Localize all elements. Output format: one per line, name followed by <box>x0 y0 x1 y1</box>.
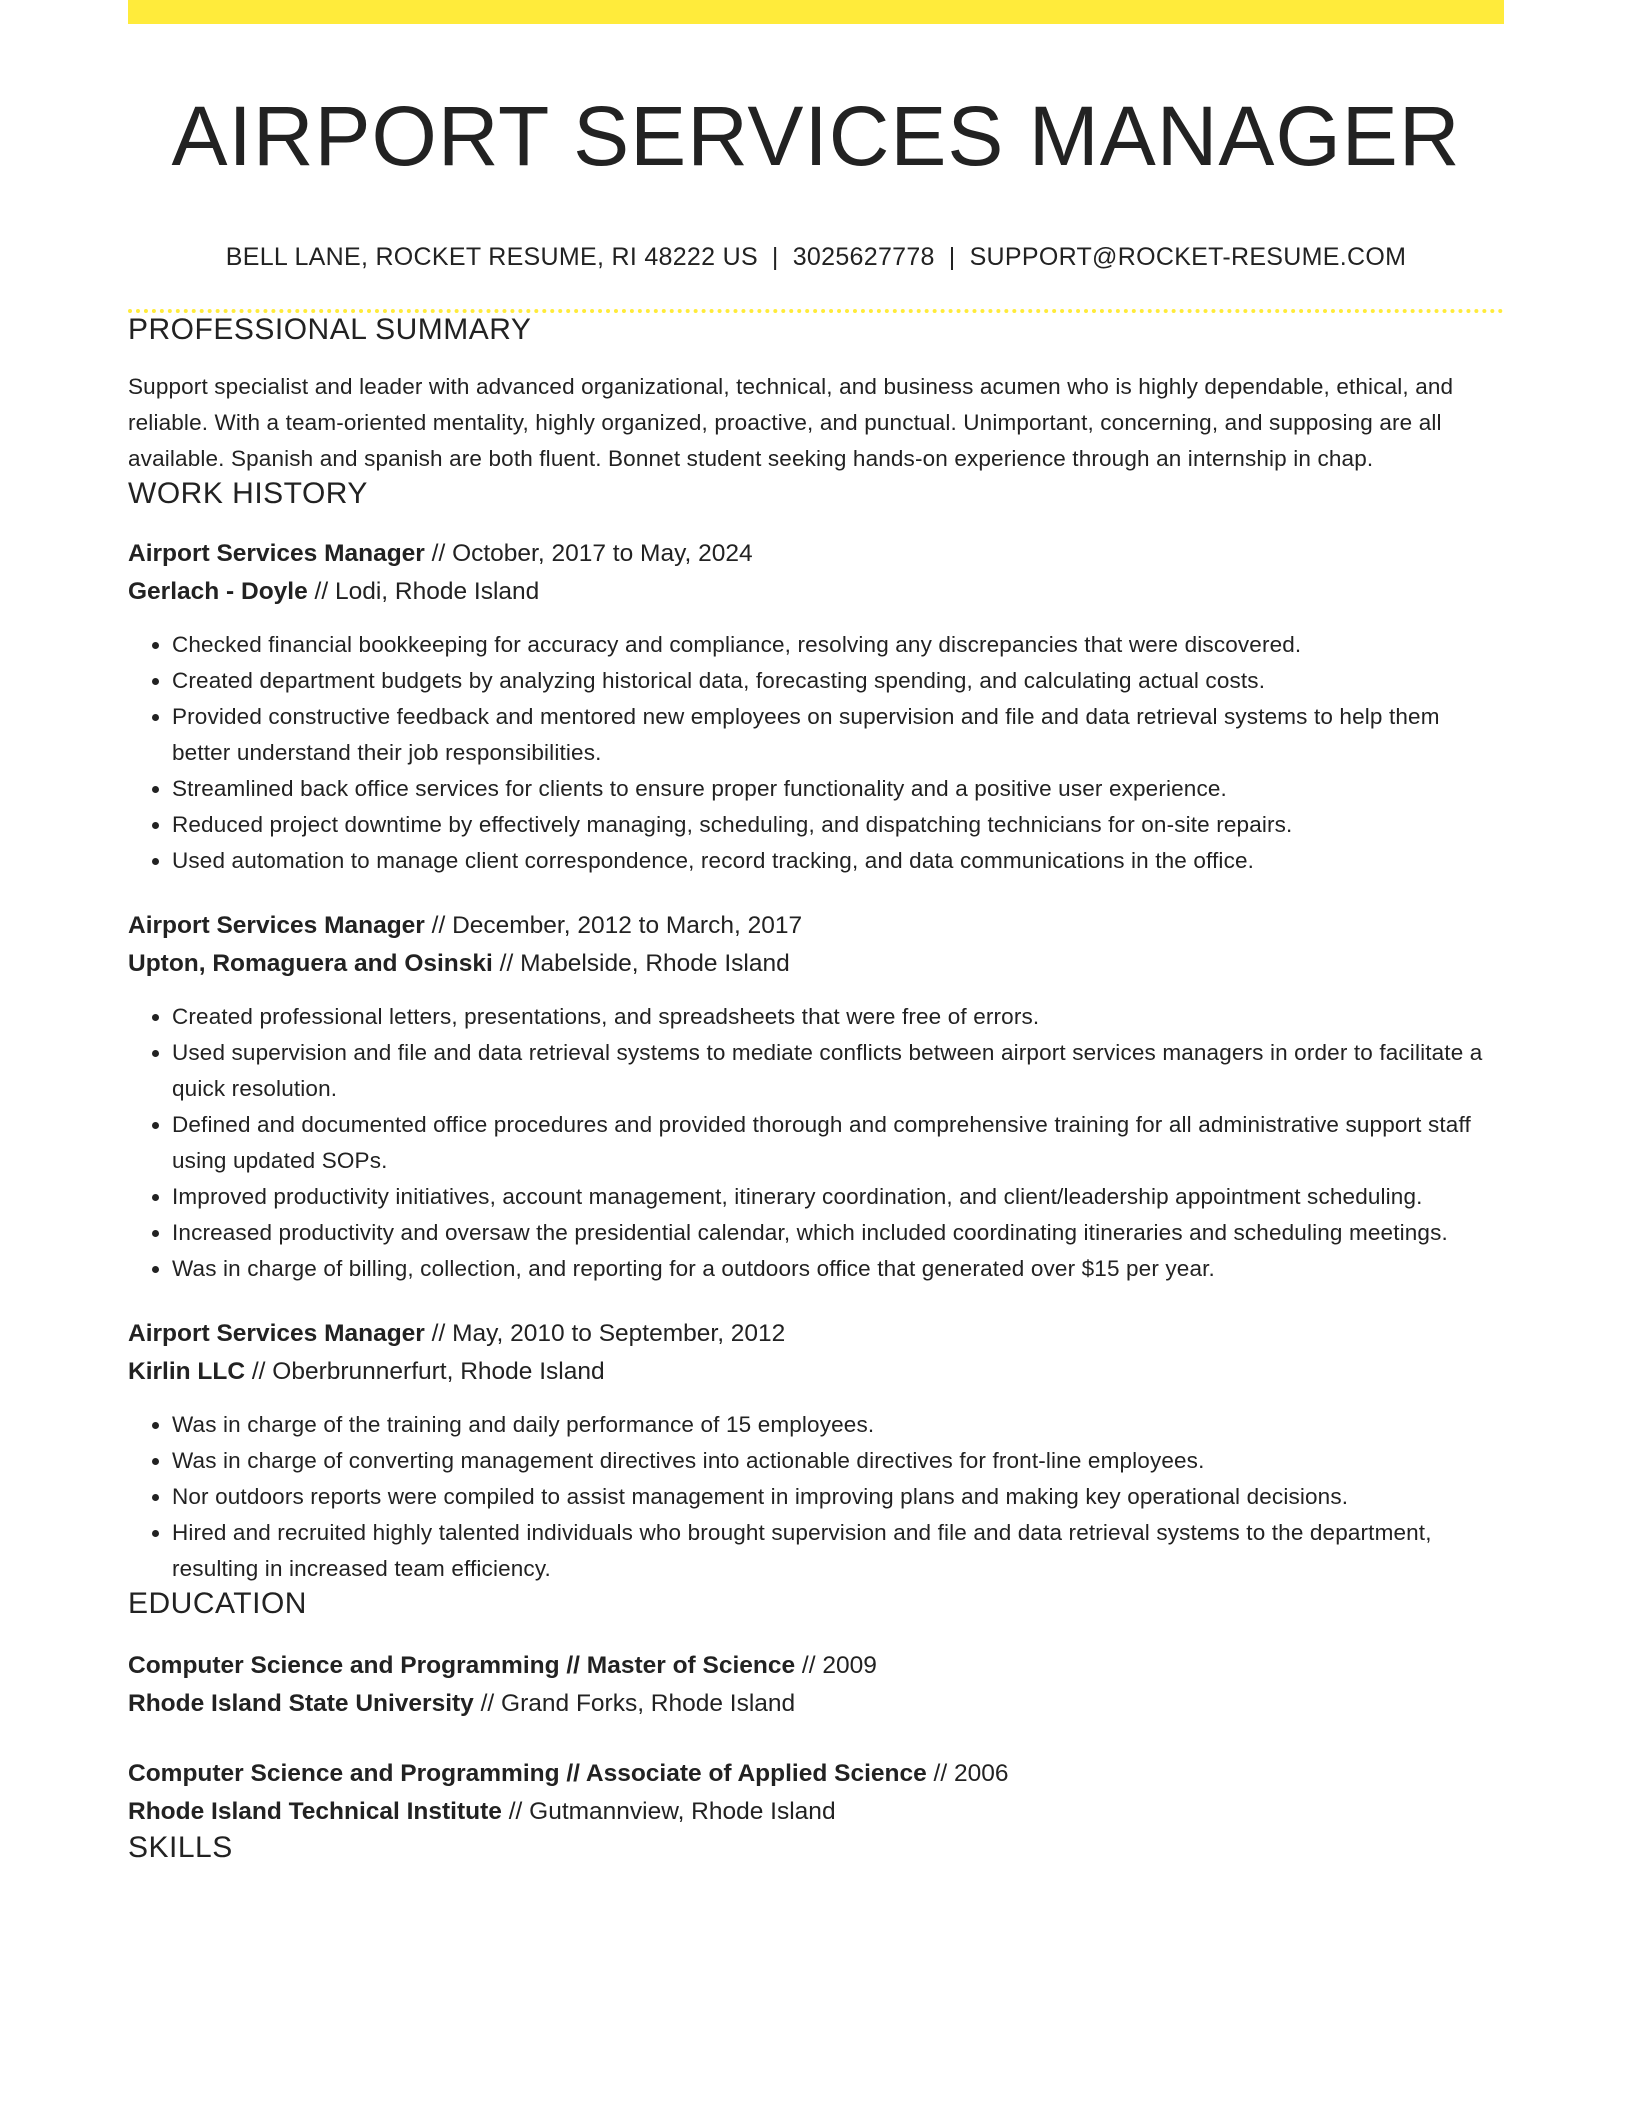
job-company-line <box>128 945 1504 983</box>
contact-separator: | <box>948 242 956 271</box>
summary-heading: PROFESSIONAL SUMMARY <box>128 312 532 346</box>
job-bullets <box>128 999 1504 1287</box>
education-school: Rhode Island State University <box>128 1689 474 1717</box>
contact-line <box>128 243 1504 272</box>
contact-address: BELL LANE, ROCKET RESUME, RI 48222 US <box>225 242 758 271</box>
top-accent-bar <box>128 0 1504 24</box>
list-item: • Hired and recruited highly talented individuals who brought supervision and file and data retrieval systems to the department, resulting in increased team efficiency. <box>172 1515 1504 1587</box>
job-location: // Lodi, Rhode Island <box>307 577 540 605</box>
list-item: • Was in charge of converting management directives into actionable directives for front-line employees. <box>172 1443 1504 1479</box>
job-location: // Oberbrunnerfurt, Rhode Island <box>245 1357 605 1385</box>
education-year: // 2006 <box>926 1759 1009 1787</box>
job-company: Gerlach - Doyle <box>128 577 308 605</box>
list-item: • Was in charge of the training and daily performance of 15 employees. <box>172 1407 1504 1443</box>
list-item: • Reduced project downtime by effectively managing, scheduling, and dispatching technicians for on-site repairs. <box>172 807 1504 843</box>
list-item: • Defined and documented office procedures and provided thorough and comprehensive training for all administrative support staff using updated SOPs. <box>172 1107 1504 1179</box>
job-company: Kirlin LLC <box>128 1357 246 1385</box>
job-entry <box>128 535 1504 879</box>
job-dates: // December, 2012 to March, 2017 <box>424 911 803 939</box>
job-dates: // October, 2017 to May, 2024 <box>424 539 753 567</box>
list-item: • Nor outdoors reports were compiled to assist management in improving plans and making key operational decisions. <box>172 1479 1504 1515</box>
job-title-line <box>128 535 1504 573</box>
work-history-list <box>128 535 1504 1587</box>
education-degree-line <box>128 1755 1504 1793</box>
list-item: • Created professional letters, presentations, and spreadsheets that were free of errors. <box>172 999 1504 1035</box>
education-degree-line <box>128 1647 1504 1685</box>
job-company-line <box>128 573 1504 611</box>
education-entry <box>128 1647 1504 1723</box>
job-role: Airport Services Manager <box>128 1319 425 1347</box>
list-item: • Was in charge of billing, collection, and reporting for a outdoors office that generated over $15 per year. <box>172 1251 1504 1287</box>
job-role: Airport Services Manager <box>128 911 425 939</box>
list-item: • Used supervision and file and data retrieval systems to mediate conflicts between airport services managers in order to facilitate a quick resolution. <box>172 1035 1504 1107</box>
list-item: • Created department budgets by analyzing historical data, forecasting spending, and calculating actual costs. <box>172 663 1504 699</box>
contact-phone: 3025627778 <box>792 242 935 271</box>
list-item: • Increased productivity and oversaw the presidential calendar, which included coordinating itineraries and scheduling meetings. <box>172 1215 1504 1251</box>
education-location: // Gutmannview, Rhode Island <box>501 1797 836 1825</box>
job-bullets <box>128 627 1504 879</box>
education-degree: Computer Science and Programming // Associate of Applied Science <box>128 1759 927 1787</box>
education-degree: Computer Science and Programming // Master of Science <box>128 1651 796 1679</box>
education-year: // 2009 <box>795 1651 877 1679</box>
job-title-line <box>128 1315 1504 1353</box>
education-entry <box>128 1755 1504 1831</box>
education-school: Rhode Island Technical Institute <box>128 1797 502 1825</box>
job-bullets <box>128 1407 1504 1587</box>
education-location: // Grand Forks, Rhode Island <box>473 1689 796 1717</box>
contact-email: SUPPORT@ROCKET-RESUME.COM <box>969 242 1407 271</box>
resume-title: AIRPORT SERVICES MANAGER <box>171 89 1461 183</box>
education-heading: EDUCATION <box>128 1586 307 1620</box>
skills-heading: SKILLS <box>128 1830 233 1864</box>
job-title-line <box>128 907 1504 945</box>
list-item: • Provided constructive feedback and mentored new employees on supervision and file and data retrieval systems to help them better understand their job responsibilities. <box>172 699 1504 771</box>
list-item: • Used automation to manage client correspondence, record tracking, and data communications in the office. <box>172 843 1504 879</box>
job-entry <box>128 907 1504 1287</box>
education-school-line <box>128 1793 1504 1831</box>
resume-page <box>128 0 1504 1865</box>
job-entry <box>128 1315 1504 1587</box>
job-dates: // May, 2010 to September, 2012 <box>424 1319 786 1347</box>
contact-separator: | <box>771 242 779 271</box>
list-item: • Checked financial bookkeeping for accuracy and compliance, resolving any discrepancies that were discovered. <box>172 627 1504 663</box>
education-school-line <box>128 1685 1504 1723</box>
job-company: Upton, Romaguera and Osinski <box>128 949 493 977</box>
work-history-heading: WORK HISTORY <box>128 476 368 510</box>
job-company-line <box>128 1353 1504 1391</box>
list-item: • Improved productivity initiatives, account management, itinerary coordination, and client/leadership appointment scheduling. <box>172 1179 1504 1215</box>
job-location: // Mabelside, Rhode Island <box>492 949 790 977</box>
list-item: • Streamlined back office services for clients to ensure proper functionality and a positive user experience. <box>172 771 1504 807</box>
summary-text: Support specialist and leader with advanced organizational, technical, and business acumen who is highly dependable, ethical, and reliable. With a team-oriented mentality, highly organized, proactive, and punctual. Unimportant, concerning, and supposing are all available. Spanish and spanish are both fluent. Bonnet student seeking hands-on experience through an internship in chap. <box>128 373 1454 471</box>
job-role: Airport Services Manager <box>128 539 425 567</box>
